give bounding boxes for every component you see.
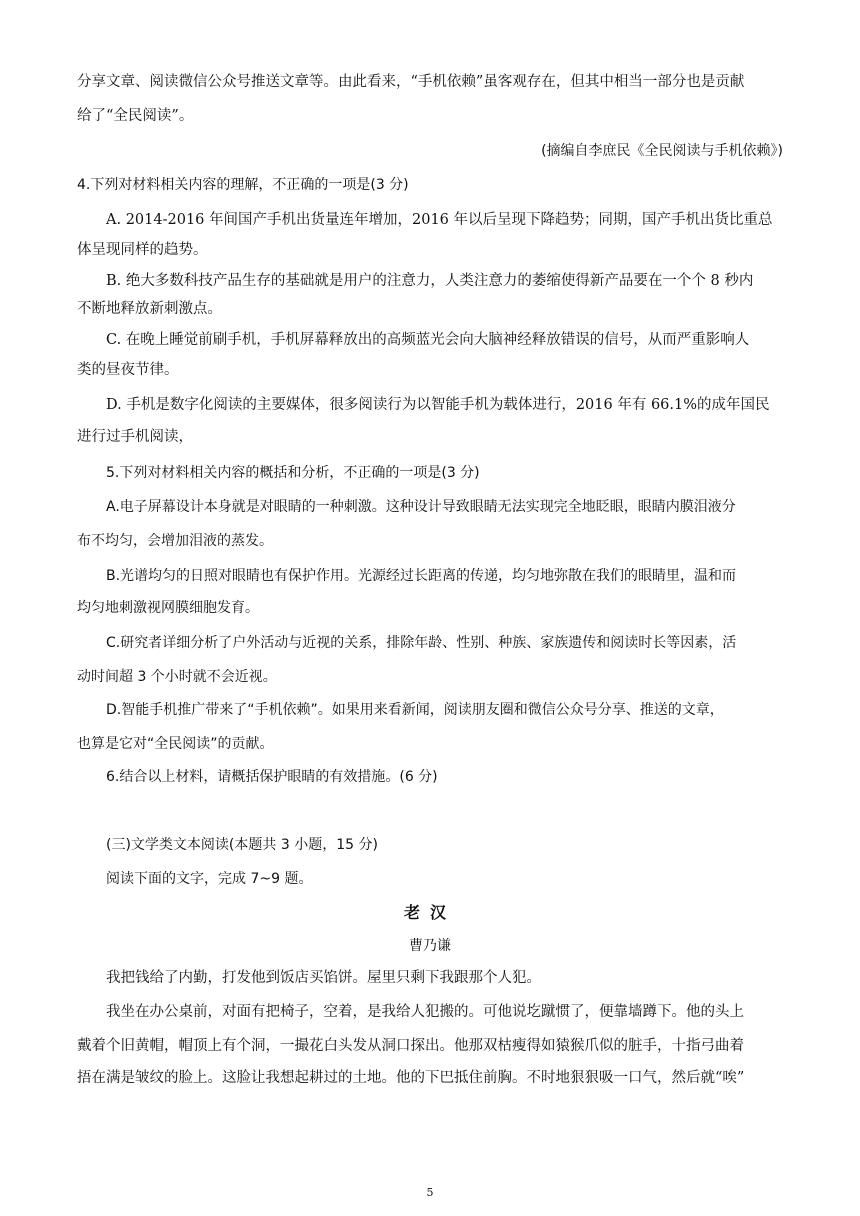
option-d-cont: 也算是它对“全民阅读”的贡献。 [77, 736, 274, 752]
option-d: D. 手机是数字化阅读的主要媒体，很多阅读行为以智能手机为载体进行，2016 年有 66.1%的成年国民 [106, 397, 770, 413]
story-title: 老汉 [403, 903, 456, 922]
page-number: 5 [426, 1186, 434, 1199]
question-6: 6.结合以上材料，请概括保护眼睛的有效措施。(6 分) [106, 769, 438, 785]
story-paragraph-cont: 捂在满是皱纹的脸上。这脸让我想起耕过的土地。他的下巴抵住前胸。不时地狠狠吸一口气，然后就“唉” [77, 1070, 745, 1086]
passage-line: 分享文章、阅读微信公众号推送文章等。由此看来，“手机依赖”虽客观存在，但其中相当一部分也是贡献 [77, 74, 745, 90]
question-5: 5.下列对材料相关内容的概括和分析，不正确的一项是(3 分) [106, 465, 480, 481]
option-a: A. 2014-2016 年间国产手机出货量连年增加，2016 年以后呈现下降趋势；同期，国产手机出货比重总 [106, 212, 773, 228]
story-paragraph: 我坐在办公桌前，对面有把椅子，空着，是我给人犯搬的。可他说圪蹴惯了，便靠墙蹲下。他的头上 [106, 1004, 744, 1020]
option-d-cont: 进行过手机阅读， [77, 429, 193, 445]
passage-line: 给了“全民阅读”。 [77, 108, 194, 124]
story-author: 曹乃谦 [409, 938, 451, 954]
option-b-cont: 不断地释放新刺激点。 [77, 301, 222, 317]
story-paragraph-cont: 戴着个旧黄帽，帽顶上有个洞，一撮花白头发从洞口探出。他那双枯瘦得如猿猴爪似的脏手，十指弓曲着 [77, 1038, 744, 1054]
source-citation: (摘编自李庶民《全民阅读与手机依赖》) [541, 143, 783, 159]
option-c-cont: 动时间超 3 个小时就不会近视。 [77, 669, 277, 685]
option-c: C.研究者详细分析了户外活动与近视的关系，排除年龄、性别、种族、家族遗传和阅读时长等因素，活 [106, 635, 737, 651]
section-instruction: 阅读下面的文字，完成 7~9 题。 [106, 871, 313, 887]
option-b: B.光谱均匀的日照对眼睛也有保护作用。光源经过长距离的传递，均匀地弥散在我们的眼睛里，温和而 [106, 568, 737, 584]
option-a-cont: 体呈现同样的趋势。 [77, 242, 208, 258]
option-d: D.智能手机推广带来了“手机依赖”。如果用来看新闻，阅读朋友圈和微信公众号分享、推送的文章， [106, 702, 724, 718]
option-a-cont: 布不均匀，会增加泪液的蒸发。 [77, 533, 273, 549]
story-paragraph: 我把钱给了内勤，打发他到饭店买馅饼。屋里只剩下我跟那个人犯。 [106, 970, 541, 986]
option-b: B. 绝大多数科技产品生存的基础就是用户的注意力，人类注意力的萎缩使得新产品要在一个个 8 秒内 [106, 273, 754, 289]
option-a: A.电子屏幕设计本身就是对眼睛的一种刺激。这种设计导致眼睛无法实现完全地眨眼，眼睛内膜泪液分 [106, 499, 736, 515]
question-4: 4.下列对材料相关内容的理解，不正确的一项是(3 分) [77, 177, 409, 193]
option-b-cont: 均匀地刺激视网膜细胞发育。 [77, 600, 259, 616]
option-c-cont: 类的昼夜节律。 [77, 362, 179, 378]
option-c: C. 在晚上睡觉前刷手机，手机屏幕释放出的高频蓝光会向大脑神经释放错误的信号，从而严重影响人 [106, 332, 750, 348]
section-heading: (三)文学类文本阅读(本题共 3 小题，15 分) [106, 837, 378, 853]
